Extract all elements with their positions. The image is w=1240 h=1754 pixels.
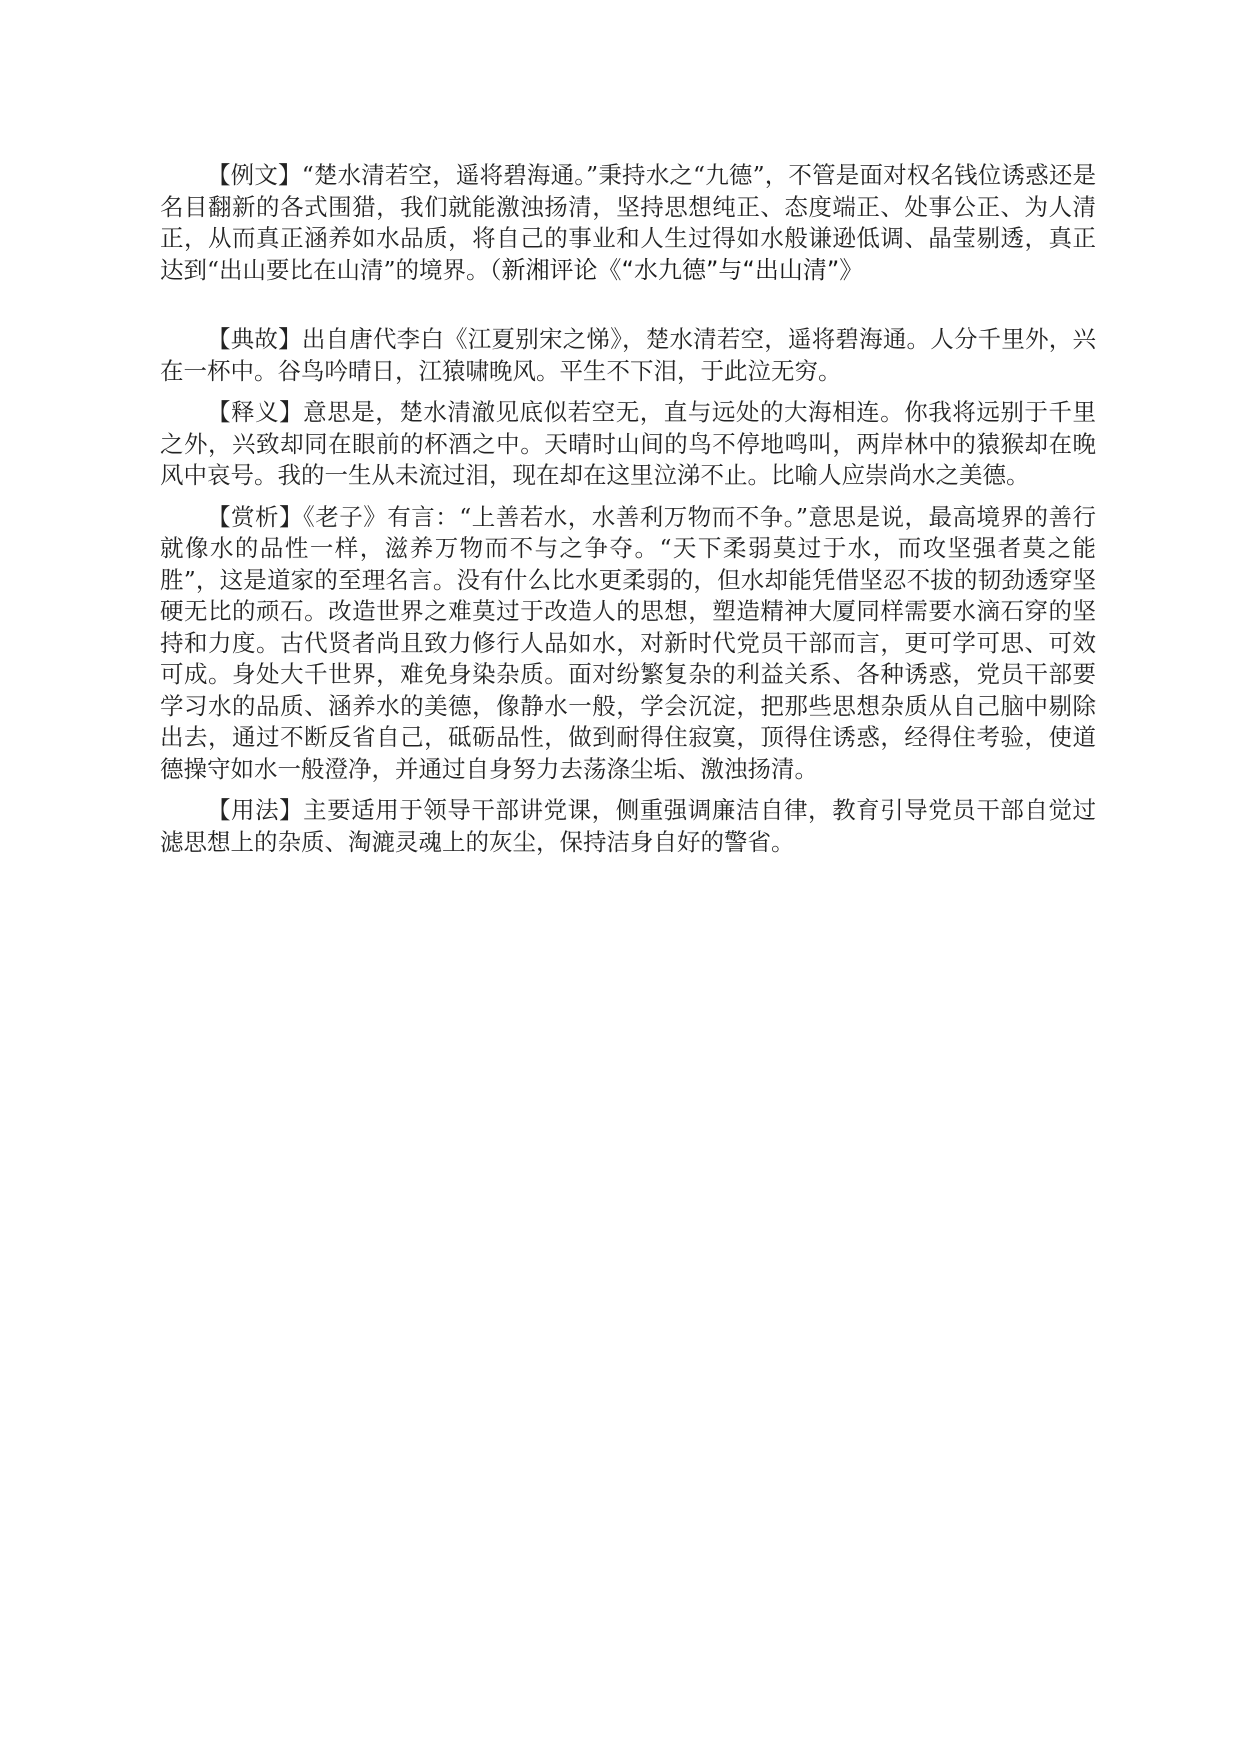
usage-paragraph [160,795,1096,858]
document-body [160,160,1096,858]
spacer [160,387,1096,397]
spacer [160,492,1096,502]
example-text: “楚水清若空，遥将碧海通。”秉持水之“九德”，不管是面对权名钱位诱惑还是名目翻新的各式围猎，我们就能激浊扬清，坚持思想纯正、态度端正、处事公正、为人清正，从而真正涵养如水品质，将自己的事业和人生过得如水般谦逊低调、晶莹剔透，真正达到“出山要比在山清”的境界。 [160,161,1096,284]
usage-text: 主要适用于领导干部讲党课，侧重强调廉洁自律，教育引导党员干部自觉过滤思想上的杂质、淘漉灵魂上的灰尘，保持洁身自好的警省。 [160,796,1097,856]
allusion-tag: 【典故】 [207,325,302,353]
allusion-text: 出自唐代李白《江夏别宋之悌》，楚水清若空，遥将碧海通。人分千里外，兴在一杯中。谷鸟吟晴日，江猿啸晚风。平生不下泪，于此泣无穷。 [160,325,1097,385]
usage-tag: 【用法】 [207,796,304,824]
appreciation-tag: 【赏析】 [207,502,303,531]
allusion-paragraph [160,324,1096,387]
meaning-paragraph [160,397,1096,492]
appreciation-text: 《老子》有言：“上善若水，水善利万物而不争。”意思是说，最高境界的善行就像水的品性一样，滋养万物而不与之争夺。“天下柔弱莫过于水，而攻坚强者莫之能胜”，这是道家的至理名言。没有什么比水更柔弱的，但水却能凭借坚忍不拔的韧劲透穿坚硬无比的顽石。改造世界之难莫过于改造人的思想，塑造精神大厦同样需要水滴石穿的坚持和力度。古代贤者尚且致力修行人品如水，对新时代党员干部而言，更可学可思、可效可成。身处大千世界，难免身染杂质。面对纷繁复杂的利益关系、各种诱惑，党员干部要学习水的品质、涵养水的美德，像静水一般，学会沉淀，把那些思想杂质从自己脑中剔除出去，通过不断反省自己，砥砺品性，做到耐得住寂寞，顶得住诱惑，经得住考验，使道德操守如水一般澄净，并通过自身努力去荡涤尘垢、激浊扬清。 [160,502,1096,783]
spacer [160,785,1096,795]
appreciation-paragraph [160,502,1096,786]
example-paragraph [160,160,1096,286]
spacer [160,286,1096,324]
meaning-tag: 【释义】 [207,398,304,426]
meaning-text: 意思是，楚水清澈见底似若空无，直与远处的大海相连。你我将远别于千里之外，兴致却同在眼前的杯酒之中。天晴时山间的鸟不停地鸣叫，两岸林中的猿猴却在晚风中哀号。我的一生从未流过泪，现在却在这里泣涕不止。比喻人应崇尚水之美德。 [160,398,1097,489]
example-tag: 【例文】 [207,161,302,189]
example-source: （新湘评论《“水九德”与“出山清”》 [489,255,864,284]
